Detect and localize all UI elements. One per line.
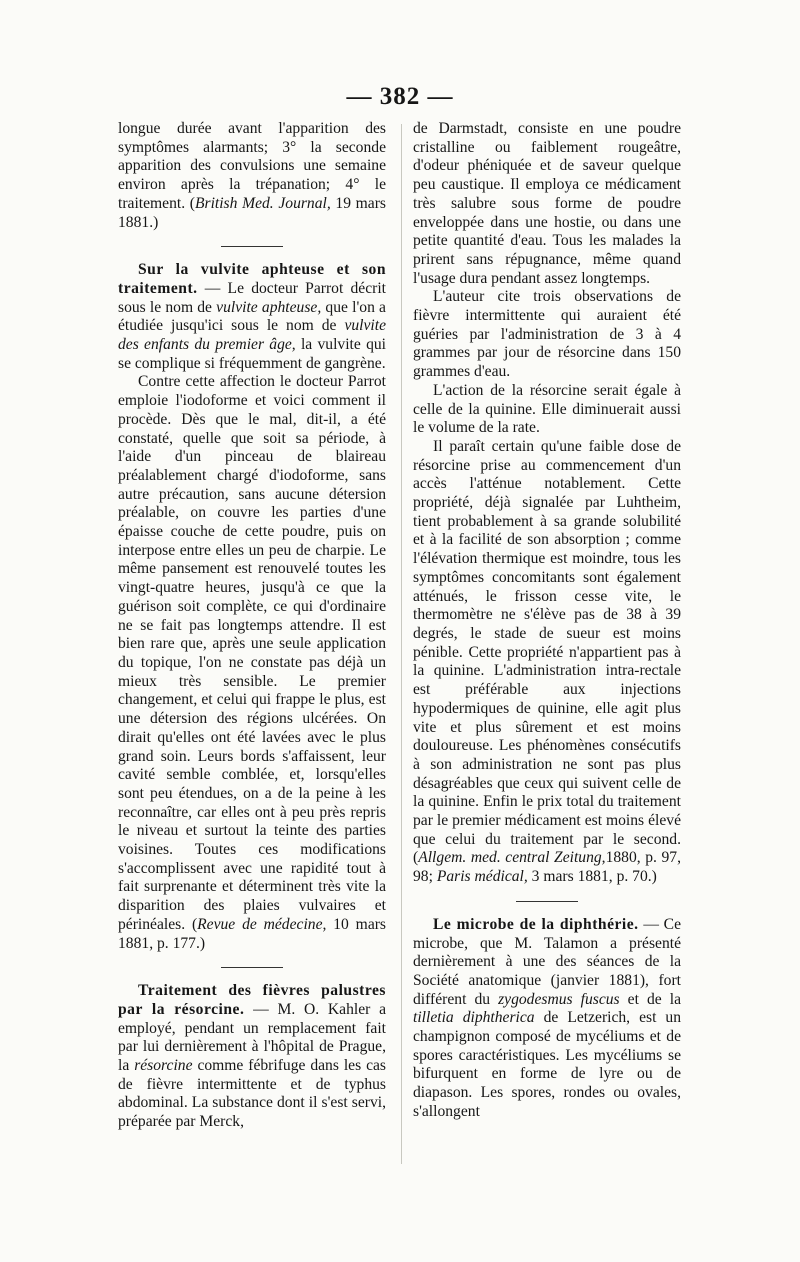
section-separator — [221, 246, 283, 247]
section-separator — [221, 967, 283, 968]
paragraph: Sur la vulvite aphteuse et son traitement. — Le docteur Parrot décrit sous le nom de vulvite aphteuse, que l'on a étudiée jusqu'ici sous le nom de vulvite des enfants du premier âge, la vulvite qui se complique si fréquemment de gangrène. — [118, 261, 386, 372]
paragraph: de Darmstadt, consiste en une poudre cristalline ou faiblement rougeâtre, d'odeur phéniquée et de saveur quelque peu caustique. Il employa ce médicament très salubre sous forme de poudre enveloppée dans une hostie, ou dans une petite quantité d'eau. Tous les malades la prirent sans répugnance, même quand l'usage dura pendant assez longtemps. — [413, 120, 681, 287]
citation: Allgem. med. central Zeitung, — [418, 849, 606, 867]
section-heading-microbe: Le microbe de la diphthérie. — [433, 915, 639, 933]
page-number: — 382 — — [346, 83, 454, 110]
paragraph: Il paraît certain qu'une faible dose de résorcine prise au commencement d'un accès l'atténue notablement. Cette propriété, déjà signalée par Luhtheim, tient probablement à sa grande solubilité et à la facilité de son absorption ; comme l'élévation thermique est moindre, tous les symptômes concomitants sont également atténués, le frisson cesse vite, le thermomètre ne s'élève pas de 38 à 39 degrés, le stade de sueur est moins pénible. Cette propriété n'appartient pas à la quinine. L'administration intra-rectale est préférable aux injections hypodermiques de quinine, elle agit plus vite et plus sûrement et est moins douloureuse. Les phénomènes consécutifs à son administration ne sont pas plus désagréables que ceux qui suivent celle de la quinine. Enfin le prix total du traitement par le premier médicament est moins élevé que celui du traitement par le second. (Allgem. med. central Zeitung,1880, p. 97, 98; Paris médical, 3 mars 1881, p. 70.) — [413, 437, 681, 886]
citation: British Med. Journal, — [194, 194, 331, 212]
section-heading-vulvite: Sur la vulvite aphteuse et son traitement. — [118, 261, 386, 297]
paragraph: Traitement des fièvres palustres par la résorcine. — M. O. Kahler a employé, pendant un remplacement fait par lui dernièrement à l'hôpital de Prague, la résorcine comme fébrifuge dans les cas de fièvre intermittente et de typhus abdominal. La substance dont il s'est servi, préparée par Merck, — [118, 982, 386, 1131]
paragraph: longue durée avant l'apparition des symptômes alarmants; 3° la seconde apparition des convulsions une semaine environ après la trépanation; 4° le traitement. (British Med. Journal, 19 mars 1881.) — [118, 120, 386, 231]
paragraph: Contre cette affection le docteur Parrot emploie l'iodoforme et voici comment il procède. Dès que le mal, dit-il, a été constaté, quelle que soit sa période, à l'aide d'un pinceau de blaireau préalablement chargé d'iodoforme, sans autre précaution, sans aucune détersion préalable, on couvre les parties d'une épaisse couche de cette poudre, puis on interpose entre elles un peu de charpie. Le même pansement est renouvelé toutes les vingt-quatre heures, jusqu'à ce que la guérison soit complète, ce qui d'ordinaire ne se fait pas longtemps attendre. Il est bien rare que, après une seule application du topique, l'on ne constate pas déjà un mieux très sensible. Le premier changement, et celui qui frappe le plus, est une détersion des régions ulcérées. On dirait qu'elles ont été lavées avec le plus grand soin. Leurs bords s'affaissent, leur cavité semble comblée, et, lorsqu'elles sont peu étendues, on a de la peine à les reconnaître, car elles ont à peu près repris le niveau et surtout la teinte des parties voisines. Toutes ces modifications s'accomplissent avec une rapidité tout à fait surprenante et déterminent très vite la disparition des plaies vulvaires et périnéales. (Revue de médecine, 10 mars 1881, p. 177.) — [118, 373, 386, 952]
paragraph: L'auteur cite trois observations de fièvre intermittente qui auraient été guéries par l'administration de 3 à 4 grammes par jour de résorcine dans 150 grammes d'eau. — [413, 288, 681, 381]
paragraph: Le microbe de la diphthérie. — Ce microbe, que M. Talamon a présenté dernièrement à une des séances de la Société anatomique (janvier 1881), fort différent du zygodesmus fuscus et de la tilletia diphtherica de Letzerich, est un champignon composé de mycéliums et de spores caractéristiques. Les mycéliums se bifurquent en forme de lyre ou de diapason. Les spores, rondes ou ovales, s'allongent — [413, 915, 681, 1120]
right-column — [413, 120, 681, 1122]
left-column — [118, 120, 386, 1132]
column-divider — [401, 124, 402, 1164]
section-heading-fievres: Traitement des fièvres palustres par la résorcine. — [118, 982, 386, 1018]
paragraph: L'action de la résorcine serait égale à celle de la quinine. Elle diminuerait aussi le volume de la rate. — [413, 381, 681, 437]
citation: Paris médical, — [436, 868, 528, 886]
section-separator — [516, 901, 578, 902]
citation: Revue de médecine, — [197, 915, 327, 933]
